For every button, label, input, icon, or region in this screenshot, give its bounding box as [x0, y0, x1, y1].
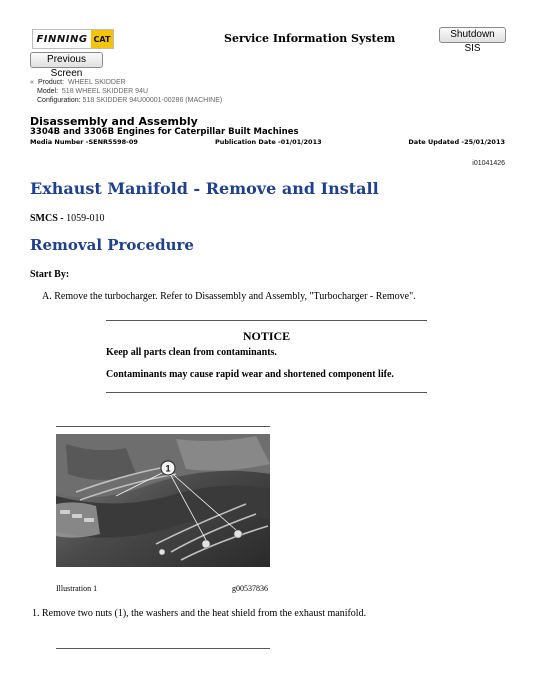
bottom-divider	[56, 648, 270, 649]
notice-divider-bottom	[106, 392, 427, 393]
notice-line-2: Contaminants may cause rapid wear and shortened component life.	[106, 369, 394, 380]
document-identifier: i01041426	[472, 160, 505, 167]
illustration-caption: Illustration 1	[56, 584, 98, 593]
smcs-label: SMCS -	[30, 213, 67, 224]
logo-text: FINNING	[36, 33, 88, 45]
finning-cat-logo	[32, 29, 114, 49]
previous-screen-button[interactable]: Previous Screen	[30, 52, 103, 68]
configuration-row	[30, 96, 222, 105]
back-arrow-icon[interactable]: «	[30, 79, 34, 86]
product-row	[30, 78, 222, 87]
configuration-value: 518 SKIDDER 94U00001-00286 (MACHINE)	[82, 97, 223, 104]
product-value: WHEEL SKIDDER	[67, 79, 126, 86]
document-subtitle: 3304B and 3306B Engines for Caterpillar Built Machines	[30, 127, 299, 137]
configuration-label: Configuration:	[37, 97, 81, 104]
engine-exhaust-manifold-photo	[56, 434, 270, 567]
product-label: Product:	[38, 79, 65, 86]
step-a: A. Remove the turbocharger. Refer to Disassembly and Assembly, "Turbocharger - Remove".	[42, 291, 416, 302]
page-title: Exhaust Manifold - Remove and Install	[30, 179, 379, 198]
model-row	[30, 87, 222, 96]
start-by-label: Start By:	[30, 269, 70, 280]
system-title: Service Information System	[224, 32, 396, 45]
illustration-id: g00537836	[232, 584, 268, 593]
notice-line-1: Keep all parts clean from contaminants.	[106, 347, 277, 358]
cat-badge: CAT	[91, 30, 113, 48]
smcs-code	[30, 213, 104, 224]
callout-number: 1	[165, 463, 171, 474]
section-title: Disassembly and Assembly	[30, 115, 198, 128]
media-number: Media Number -SENR5598-09	[30, 138, 138, 146]
removal-procedure-heading: Removal Procedure	[30, 236, 194, 254]
illustration-divider-top	[56, 426, 270, 427]
model-label: Model:	[37, 88, 59, 95]
notice-title: NOTICE	[242, 329, 291, 343]
shutdown-sis-button[interactable]: Shutdown SIS	[439, 27, 506, 43]
publication-date: Publication Date -01/01/2013	[215, 138, 322, 146]
smcs-value: 1059-010	[66, 213, 105, 224]
model-value: 518 WHEEL SKIDDER 94U	[61, 88, 149, 95]
step-1: 1. Remove two nuts (1), the washers and the heat shield from the exhaust manifold.	[32, 608, 367, 619]
notice-divider-top	[106, 320, 427, 321]
product-info	[30, 78, 222, 105]
date-updated: Date Updated -25/01/2013	[408, 138, 505, 146]
